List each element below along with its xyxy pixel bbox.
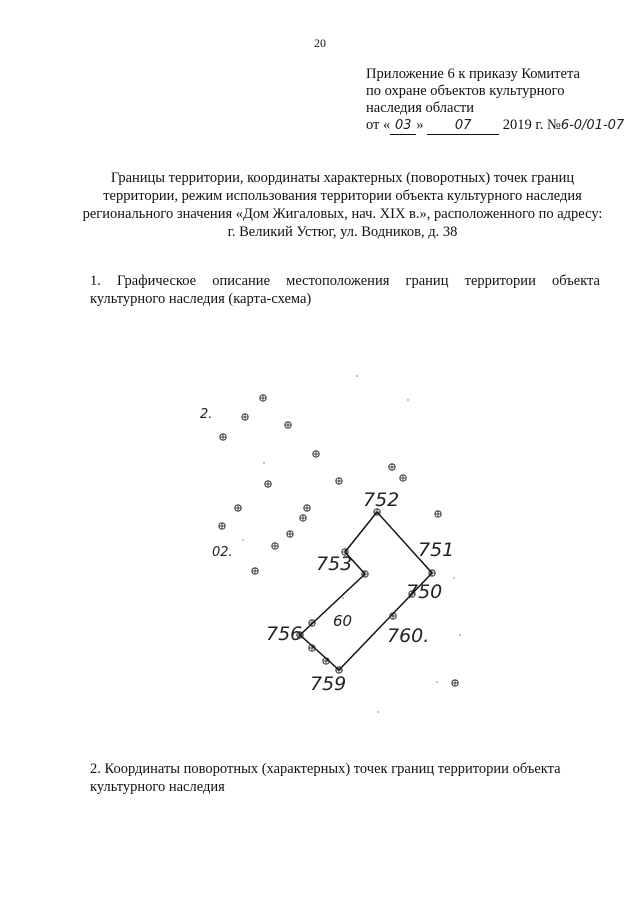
handwritten-day: 03 (390, 117, 416, 135)
document-title: Границы территории, координаты характерных (поворотных) точек границ территории, режим использования территории объекта культурного наследия регионального значения «Дом Жигаловых, нач. XIX в.», расположенного по адресу: г. Великий Устюг, ул. Водников, д. 38 (82, 170, 603, 240)
label-756: 756 (266, 623, 303, 645)
point-753b (362, 571, 368, 577)
appendix-line-1: Приложение 6 к приказу Комитета (366, 66, 580, 82)
handwritten-month: 07 (427, 117, 499, 135)
appendix-line-2: по охране объектов культурного (366, 83, 565, 99)
section-1-heading: 1. Графическое описание местоположения границ территории объекта культурного наследия (карта-схема) (90, 273, 600, 307)
label-751: 751 (418, 539, 455, 561)
date-year: 2019 г. № (502, 117, 561, 133)
label-760: 760. (387, 625, 430, 647)
section-2-heading: 2. Координаты поворотных (характерных) точек границ территории объекта культурного наследия (90, 761, 561, 795)
label-area-60: 60 (333, 612, 353, 630)
label-752: 752 (363, 489, 400, 511)
point-751 (429, 570, 435, 576)
label-750: 750 (406, 581, 443, 603)
appendix-header (366, 66, 636, 135)
point-756a (309, 620, 315, 626)
date-day-suffix: » (416, 117, 424, 133)
label-mark-2: 2. (200, 407, 213, 422)
label-759: 759 (310, 673, 347, 695)
point-759b (323, 658, 329, 664)
handwritten-order-number: 6-0/01-07 (560, 118, 625, 133)
boundary-map-scheme (0, 360, 640, 740)
appendix-date-line (366, 117, 636, 135)
label-mark-02: 02. (212, 545, 233, 560)
point-760 (390, 613, 396, 619)
page-number: 20 (314, 36, 326, 50)
date-prefix: от « (366, 117, 391, 133)
point-759a (309, 645, 315, 651)
appendix-line-3: наследия области (366, 100, 475, 116)
label-753: 753 (316, 553, 353, 575)
